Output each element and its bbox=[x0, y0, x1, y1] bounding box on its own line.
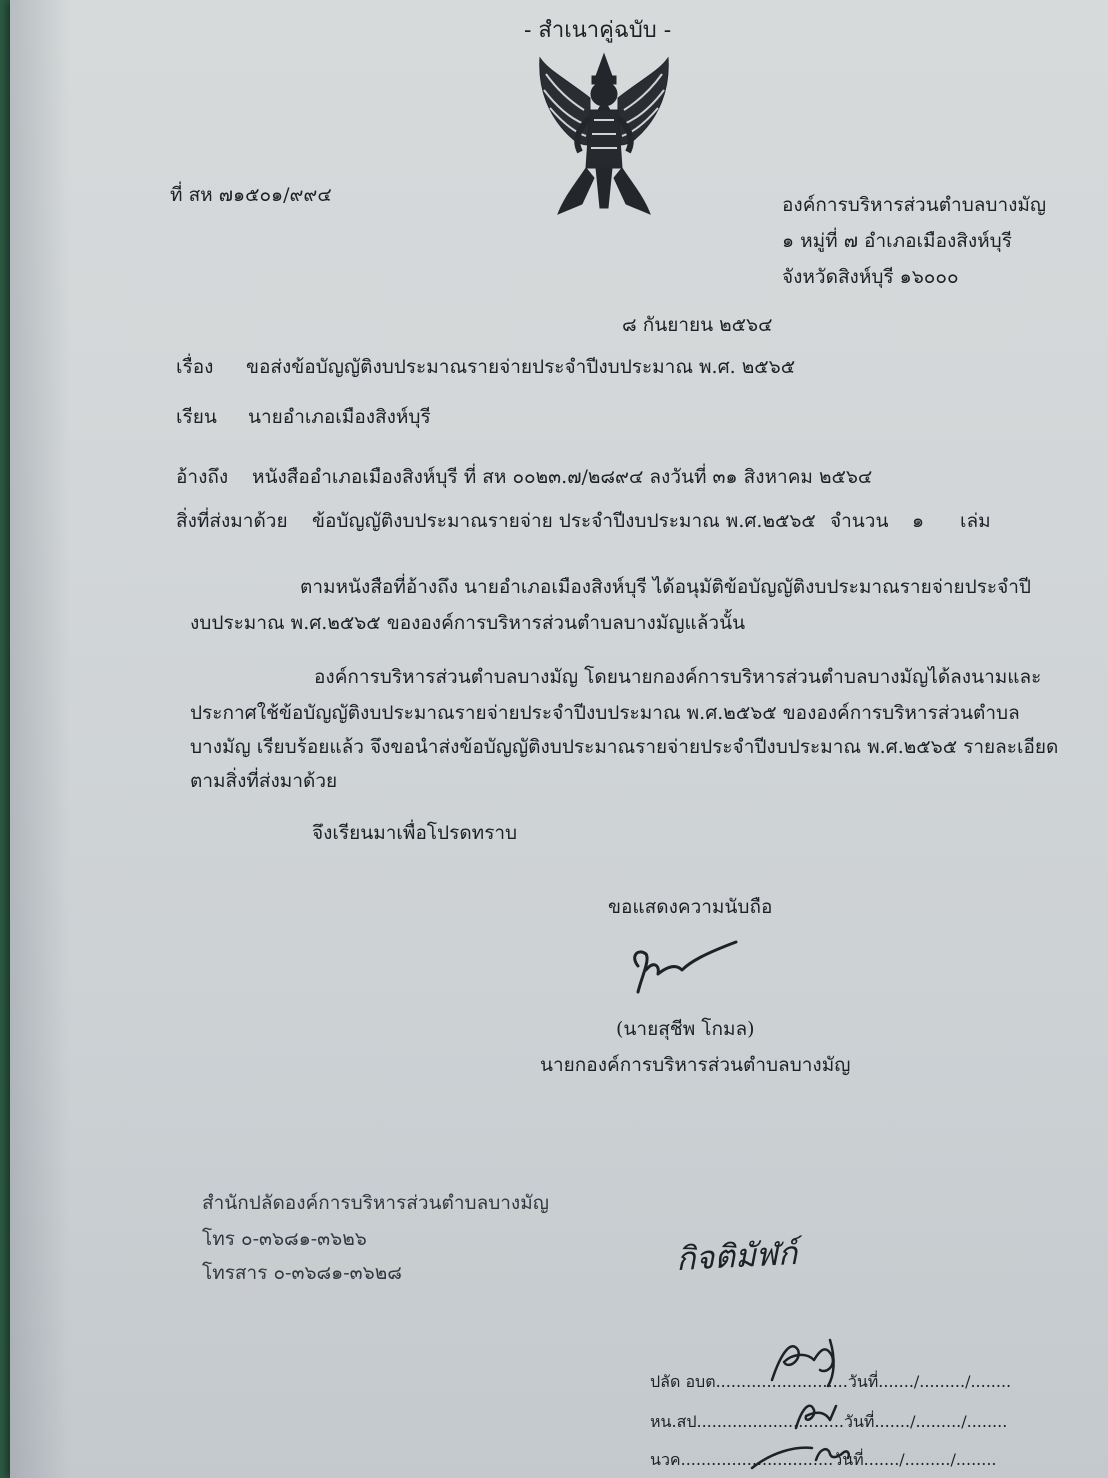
routing-dots: .............................. bbox=[680, 1450, 834, 1469]
routing-dots: ............................. bbox=[696, 1412, 844, 1431]
body-para2-line1: องค์การบริหารส่วนตำบลบางมัญ โดยนายกองค์การบริหารส่วนตำบลบางมัญได้ลงนามและ bbox=[314, 666, 1042, 688]
routing-date-label: วันที่ bbox=[833, 1450, 864, 1469]
office-phone: โทร ๐-๓๖๘๑-๓๖๒๖ bbox=[202, 1228, 367, 1250]
subject-label: เรื่อง bbox=[176, 356, 214, 378]
routing-date-blank: ......./........./........ bbox=[878, 1372, 1012, 1391]
enclosure-unit: เล่ม bbox=[960, 510, 991, 532]
enclosure-qty-label: จำนวน bbox=[830, 510, 889, 532]
recipient-label: เรียน bbox=[176, 406, 217, 428]
sender-address-line2: จังหวัดสิงห์บุรี ๑๖๐๐๐ bbox=[782, 266, 959, 288]
reference-label: อ้างถึง bbox=[176, 466, 229, 488]
routing-role: หน.สป bbox=[650, 1412, 697, 1431]
handwritten-note: กิจติมัฬก์ bbox=[675, 1233, 799, 1279]
garuda-emblem-icon bbox=[534, 48, 674, 218]
document-page bbox=[10, 0, 1108, 1478]
body-para1-line1: ตามหนังสือที่อ้างถึง นายอำเภอเมืองสิงห์บุรี ได้อนุมัติข้อบัญญัติงบประมาณรายจ่ายประจำปี bbox=[300, 576, 1031, 598]
document-number: ที่ สห ๗๑๕๐๑/๙๙๔ bbox=[170, 184, 332, 206]
routing-date-blank: ......./........./........ bbox=[863, 1450, 997, 1469]
body-para2-line2: ประกาศใช้ข้อบัญญัติงบประมาณรายจ่ายประจำปีงบประมาณ พ.ศ.๒๕๖๕ ขององค์การบริหารส่วนตำบล bbox=[190, 702, 1020, 724]
routing-date-label: วันที่ bbox=[847, 1372, 879, 1391]
enclosure-text: ข้อบัญญัติงบประมาณรายจ่าย ประจำปีงบประมาณ พ.ศ.๒๕๖๕ bbox=[312, 510, 816, 532]
recipient-text: นายอำเภอเมืองสิงห์บุรี bbox=[248, 406, 431, 428]
body-para2-line3: บางมัญ เรียบร้อยแล้ว จึงขอนำส่งข้อบัญญัติงบประมาณรายจ่ายประจำปีงบประมาณ พ.ศ.๒๕๖๕ รายละเอียด bbox=[190, 736, 1059, 758]
routing-date-label: วันที่ bbox=[844, 1412, 875, 1431]
sender-name: องค์การบริหารส่วนตำบลบางมัญ bbox=[782, 194, 1047, 216]
routing-dots: .......................... bbox=[715, 1372, 848, 1391]
office-fax: โทรสาร ๐-๓๖๘๑-๓๖๒๘ bbox=[202, 1262, 402, 1284]
reference-text: หนังสืออำเภอเมืองสิงห์บุรี ที่ สห ๐๐๒๓.๗/๒๘๙๔ ลงวันที่ ๓๑ สิงหาคม ๒๕๖๔ bbox=[252, 466, 873, 488]
letter-date: ๘ กันยายน ๒๕๖๔ bbox=[622, 314, 773, 336]
routing-role: นวค bbox=[650, 1450, 681, 1469]
signer-name: (นายสุชีพ โกมล) bbox=[616, 1018, 755, 1040]
routing-signature-2-icon bbox=[780, 1394, 850, 1434]
enclosure-label: สิ่งที่ส่งมาด้วย bbox=[176, 510, 288, 532]
enclosure-qty: ๑ bbox=[912, 510, 925, 532]
routing-role: ปลัด อบต bbox=[650, 1372, 716, 1391]
closing-salutation: ขอแสดงความนับถือ bbox=[608, 896, 773, 918]
closing-request: จึงเรียนมาเพื่อโปรดทราบ bbox=[312, 822, 518, 844]
body-para2-line4: ตามสิ่งที่ส่งมาด้วย bbox=[190, 770, 338, 792]
routing-signature-1-icon bbox=[762, 1330, 852, 1390]
copy-label: - สำเนาคู่ฉบับ - bbox=[524, 18, 672, 43]
office-name: สำนักปลัดองค์การบริหารส่วนตำบลบางมัญ bbox=[202, 1192, 549, 1214]
sender-address-line1: ๑ หมู่ที่ ๗ อำเภอเมืองสิงห์บุรี bbox=[782, 230, 1012, 252]
subject-text: ขอส่งข้อบัญญัติงบประมาณรายจ่ายประจำปีงบประมาณ พ.ศ. ๒๕๖๕ bbox=[246, 356, 796, 378]
body-para1-line2: งบประมาณ พ.ศ.๒๕๖๕ ขององค์การบริหารส่วนตำบลบางมัญแล้วนั้น bbox=[190, 612, 746, 634]
routing-signature-3-icon bbox=[746, 1432, 856, 1472]
signer-title: นายกองค์การบริหารส่วนตำบลบางมัญ bbox=[540, 1054, 851, 1076]
routing-date-blank: ......./........./........ bbox=[874, 1412, 1008, 1431]
signature-mark-icon bbox=[624, 936, 744, 1002]
